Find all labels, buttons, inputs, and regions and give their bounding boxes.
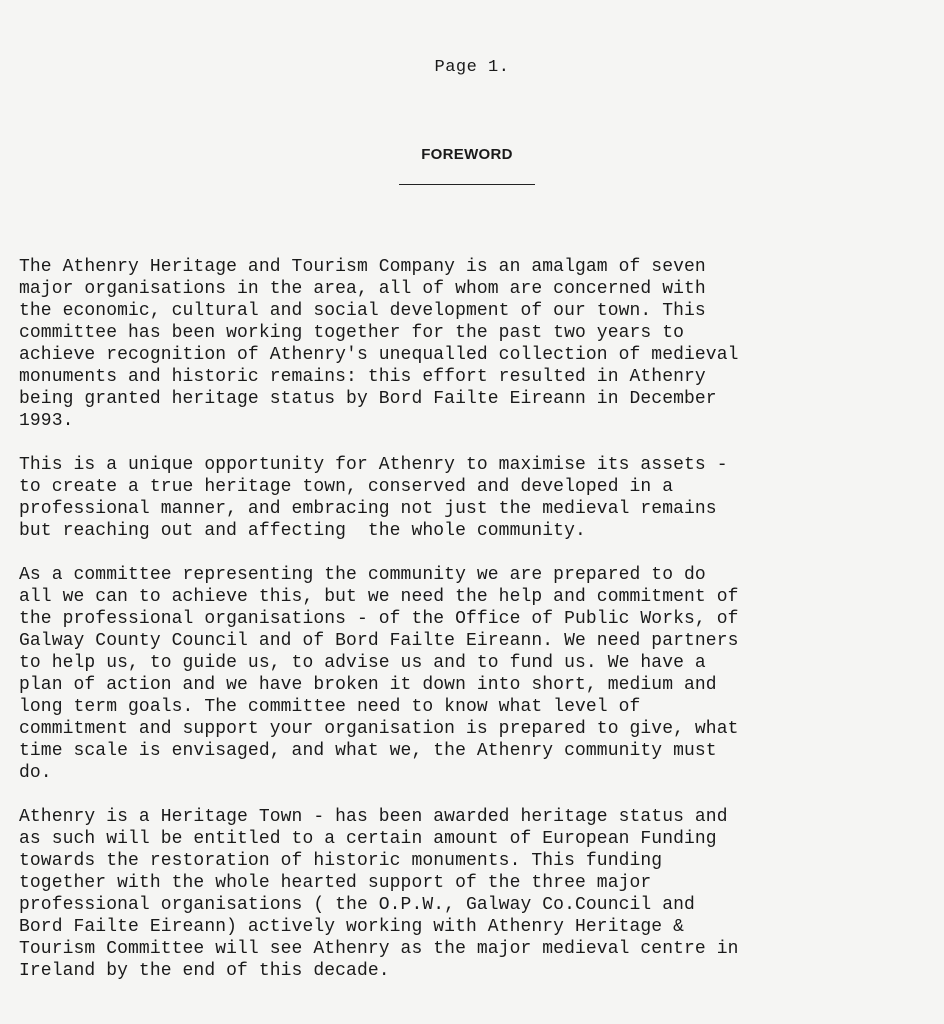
- text-line: achieve recognition of Athenry's unequalled collection of medieval: [19, 345, 739, 365]
- text-line: This is a unique opportunity for Athenry to maximise its assets -: [19, 455, 728, 475]
- text-line: Ireland by the end of this decade.: [19, 961, 390, 981]
- text-line: Tourism Committee will see Athenry as the major medieval centre in: [19, 939, 739, 959]
- text-line: the professional organisations - of the Office of Public Works, of: [19, 609, 739, 629]
- document-body: [19, 256, 934, 982]
- text-line: commitment and support your organisation is prepared to give, what: [19, 719, 739, 739]
- text-line: to create a true heritage town, conserved and developed in a: [19, 477, 674, 497]
- text-line: professional organisations ( the O.P.W., Galway Co.Council and: [19, 895, 695, 915]
- text-line: monuments and historic remains: this effort resulted in Athenry: [19, 367, 706, 387]
- title-underline: [399, 184, 535, 185]
- text-line: major organisations in the area, all of whom are concerned with: [19, 279, 706, 299]
- text-line: but reaching out and affecting the whole community.: [19, 521, 586, 541]
- text-line: As a committee representing the community we are prepared to do: [19, 565, 706, 585]
- page-number: Page 1.: [434, 58, 510, 77]
- text-line: do.: [19, 763, 52, 783]
- text-line: Bord Failte Eireann) actively working with Athenry Heritage &: [19, 917, 685, 937]
- text-line: as such will be entitled to a certain amount of European Funding: [19, 829, 717, 849]
- text-line: Galway County Council and of Bord Failte Eireann. We need partners: [19, 631, 739, 651]
- paragraph-1: [19, 256, 934, 432]
- paragraph-3: [19, 564, 934, 784]
- document-title: FOREWORD: [421, 146, 513, 163]
- text-line: the economic, cultural and social development of our town. This: [19, 301, 706, 321]
- text-line: long term goals. The committee need to know what level of: [19, 697, 641, 717]
- text-line: together with the whole hearted support of the three major: [19, 873, 652, 893]
- paragraph-2: [19, 454, 934, 542]
- text-line: towards the restoration of historic monuments. This funding: [19, 851, 663, 871]
- text-line: 1993.: [19, 411, 74, 431]
- text-line: time scale is envisaged, and what we, the Athenry community must: [19, 741, 717, 761]
- text-line: all we can to achieve this, but we need the help and commitment of: [19, 587, 739, 607]
- text-line: professional manner, and embracing not just the medieval remains: [19, 499, 717, 519]
- text-line: committee has been working together for the past two years to: [19, 323, 685, 343]
- text-line: The Athenry Heritage and Tourism Company is an amalgam of seven: [19, 257, 706, 277]
- text-line: being granted heritage status by Bord Failte Eireann in December: [19, 389, 717, 409]
- text-line: plan of action and we have broken it down into short, medium and: [19, 675, 717, 695]
- text-line: Athenry is a Heritage Town - has been awarded heritage status and: [19, 807, 728, 827]
- text-line: to help us, to guide us, to advise us and to fund us. We have a: [19, 653, 706, 673]
- paragraph-4: [19, 806, 934, 982]
